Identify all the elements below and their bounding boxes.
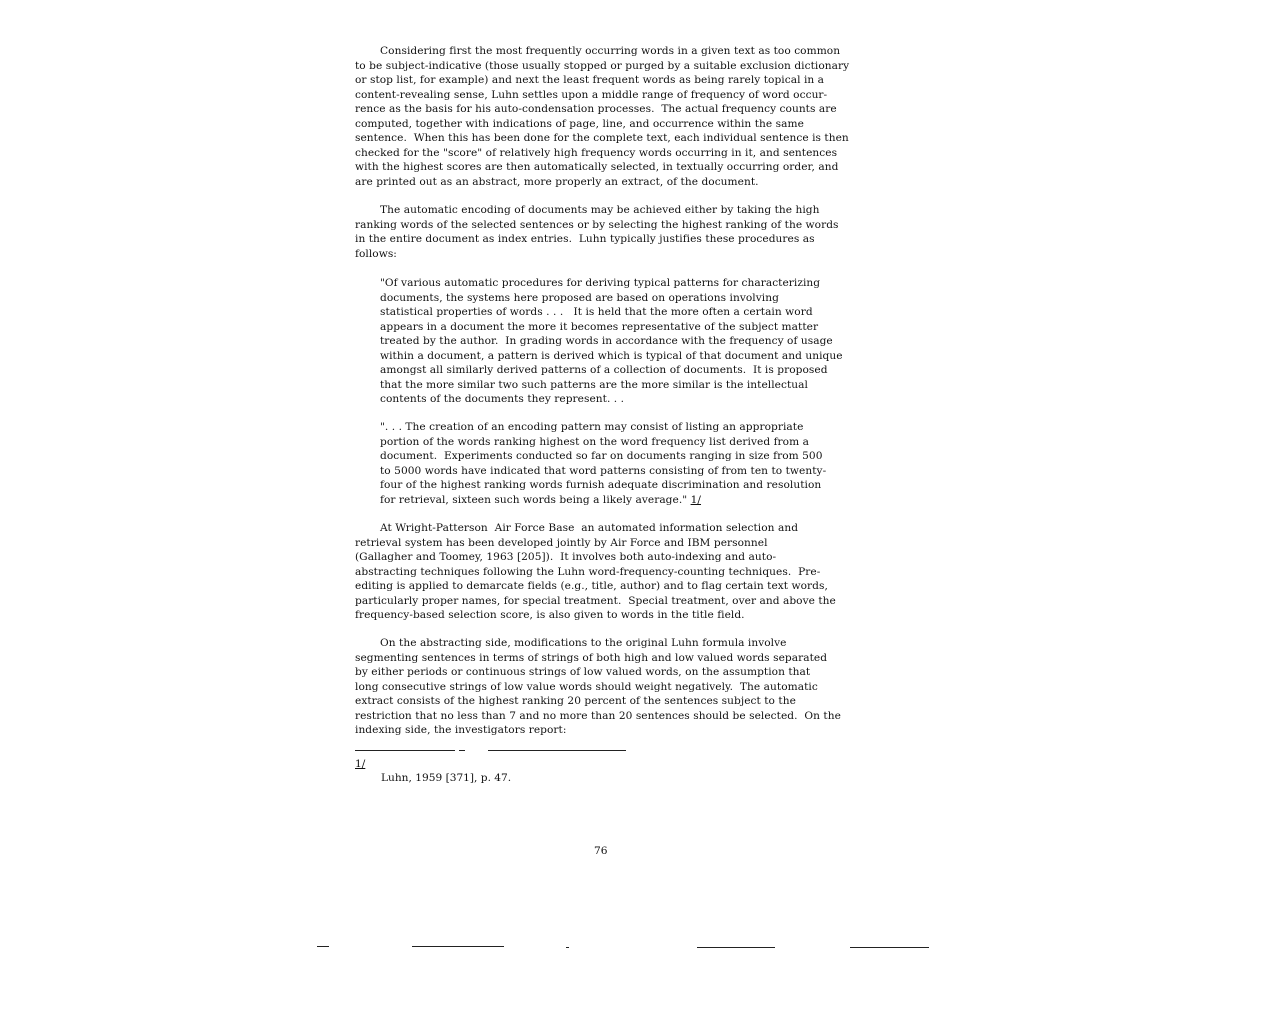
- text-line: (Gallagher and Toomey, 1963 [205]). It involves both auto-indexing and auto-: [355, 551, 777, 563]
- text-line: portion of the words ranking highest on the word frequency list derived from a: [380, 435, 809, 448]
- text-line: content-revealing sense, Luhn settles upon a middle range of frequency of word occur-: [355, 88, 828, 101]
- scan-artifact-line: [317, 946, 329, 947]
- text-line: appears in a document the more it becomes representative of the subject matter: [380, 320, 819, 333]
- page-number: 76: [594, 845, 608, 857]
- paragraph-wright-patterson: [355, 521, 875, 623]
- text-line: amongst all similarly derived patterns of a collection of documents. It is proposed: [380, 364, 828, 376]
- text-line: document. Experiments conducted so far on documents ranging in size from 500: [380, 450, 823, 462]
- text-line: Considering first the most frequently occurring words in a given text as too common: [380, 45, 841, 57]
- text-line: within a document, a pattern is derived which is typical of that document and unique: [380, 349, 843, 362]
- text-line: checked for the "score" of relatively high frequency words occurring in it, and sentences: [355, 146, 838, 159]
- text-line: abstracting techniques following the Luhn word-frequency-counting techniques. Pre-: [355, 565, 821, 578]
- text-line: follows:: [355, 247, 397, 260]
- paragraph-luhn-frequency: [355, 44, 875, 189]
- text-line: editing is applied to demarcate fields (e.g., title, author) and to flag certain text words,: [355, 580, 828, 592]
- footnote-reference: 1/: [690, 493, 702, 506]
- text-line: to 5000 words have indicated that word patterns consisting of from ten to twenty-: [380, 464, 827, 477]
- text-line: ranking words of the selected sentences or by selecting the highest ranking of the words: [355, 218, 839, 231]
- block-quote-1: [380, 276, 860, 407]
- text-line: rence as the basis for his auto-condensation processes. The actual frequency counts are: [355, 103, 837, 115]
- block-quote-2: [380, 420, 860, 507]
- text-line: [380, 493, 860, 508]
- text-line: "Of various automatic procedures for deriving typical patterns for characterizing: [380, 277, 821, 289]
- text-line: are printed out as an abstract, more properly an extract, of the document.: [355, 175, 759, 188]
- text-line: that the more similar two such patterns are the more similar is the intellectual: [380, 378, 808, 391]
- text-line: long consecutive strings of low value words should weight negatively. The automatic: [355, 680, 818, 693]
- footnote-mark: 1/: [355, 758, 366, 770]
- scan-artifact-line: [697, 947, 775, 948]
- text-line: particularly proper names, for special treatment. Special treatment, over and above the: [355, 594, 836, 607]
- paragraph-automatic-encoding: [355, 203, 875, 261]
- text-line: indexing side, the investigators report:: [355, 724, 567, 736]
- text-line: four of the highest ranking words furnish adequate discrimination and resolution: [380, 479, 822, 491]
- footnote-separator: [488, 750, 626, 751]
- text-line: ". . . The creation of an encoding pattern may consist of listing an appropriate: [380, 421, 804, 433]
- text-line: contents of the documents they represent. . .: [380, 393, 625, 405]
- text-line: treated by the author. In grading words in accordance with the frequency of usage: [380, 335, 833, 347]
- scan-artifact-line: [566, 947, 569, 948]
- footnote-separator: [355, 750, 455, 751]
- text-line: restriction that no less than 7 and no more than 20 sentences should be selected. On the: [355, 709, 841, 722]
- text-line: or stop list, for example) and next the least frequent words as being rarely topical in a: [355, 74, 825, 86]
- scan-artifact-line: [850, 947, 929, 948]
- footnote-separator: [459, 750, 465, 751]
- text-line: to be subject-indicative (those usually stopped or purged by a suitable exclusion dictionary: [355, 59, 850, 72]
- scan-artifact-line: [412, 946, 504, 947]
- text-line: by either periods or continuous strings of low valued words, on the assumption that: [355, 666, 811, 678]
- paragraph-abstracting-side: [355, 636, 875, 738]
- footnote-text: Luhn, 1959 [371], p. 47.: [381, 772, 512, 784]
- text-line: sentence. When this has been done for the complete text, each individual sentence is then: [355, 132, 849, 144]
- text-line: documents, the systems here proposed are based on operations involving: [380, 291, 779, 304]
- text-line: in the entire document as index entries. Luhn typically justifies these procedures as: [355, 233, 815, 245]
- text-line: frequency-based selection score, is also given to words in the title field.: [355, 609, 745, 621]
- text-line: segmenting sentences in terms of strings of both high and low valued words separated: [355, 651, 828, 664]
- text-line: extract consists of the highest ranking 20 percent of the sentences subject to the: [355, 695, 796, 707]
- text-line: statistical properties of words . . . It is held that the more often a certain word: [380, 306, 813, 318]
- text-line: with the highest scores are then automatically selected, in textually occurring order, and: [355, 161, 839, 173]
- text-line: retrieval system has been developed jointly by Air Force and IBM personnel: [355, 536, 768, 549]
- text-line: On the abstracting side, modifications to the original Luhn formula involve: [380, 637, 787, 649]
- text-line: At Wright-Patterson Air Force Base an automated information selection and: [380, 522, 799, 534]
- text-line: computed, together with indications of page, line, and occurrence within the same: [355, 117, 804, 130]
- text-content: for retrieval, sixteen such words being a likely average.": [380, 493, 691, 506]
- text-line: The automatic encoding of documents may be achieved either by taking the high: [380, 204, 820, 216]
